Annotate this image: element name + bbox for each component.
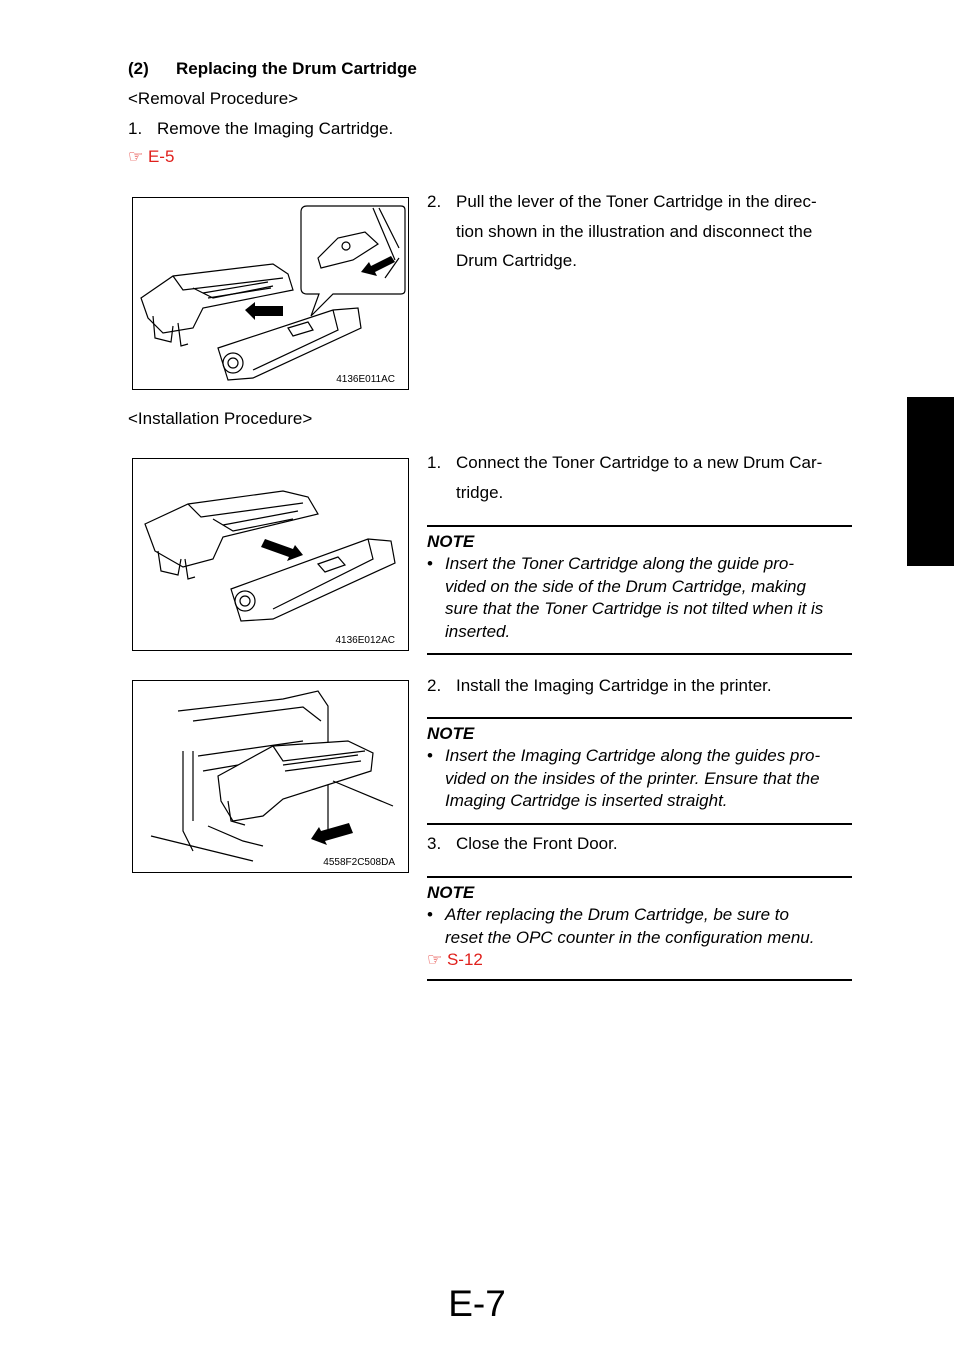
note-box-2: NOTE • Insert the Imaging Cartridge along the guides pro- vided on the insides of the printer. Ensure that the Imaging Cartridge is inserted straight.	[427, 717, 852, 825]
chapter-side-tab	[907, 397, 954, 566]
install-step-2: 2. Install the Imaging Cartridge in the printer.	[427, 676, 772, 695]
note-title: NOTE	[427, 883, 475, 902]
page-number: E-7	[448, 1283, 506, 1324]
install-step-1: 1. Connect the Toner Cartridge to a new Drum Car- tridge.	[427, 453, 823, 502]
removal-illustration	[132, 197, 409, 390]
note-title: NOTE	[427, 724, 475, 743]
printer-insert-drawing	[133, 681, 410, 874]
removal-heading: <Removal Procedure>	[128, 89, 299, 108]
install-illustration-1	[132, 458, 409, 651]
drum-removal-drawing	[133, 198, 410, 391]
installation-heading: <Installation Procedure>	[128, 409, 313, 428]
note-title: NOTE	[427, 532, 475, 551]
removal-step-2: 2. Pull the lever of the Toner Cartridge in the direc- tion shown in the illustration and disconnect the Drum Cartridge.	[427, 192, 817, 270]
note-ref-link[interactable]: ☞ S-12	[427, 950, 483, 969]
figure-code: 4136E011AC	[336, 374, 395, 385]
section-title: Replacing the Drum Cartridge	[176, 59, 417, 78]
note-box-3: NOTE • After replacing the Drum Cartridge, be sure to reset the OPC counter in the configuration menu. ☞ S-12	[427, 876, 852, 981]
install-step-3: 3. Close the Front Door.	[427, 834, 618, 853]
removal-step-1: 1. Remove the Imaging Cartridge.	[128, 119, 394, 138]
install-illustration-2	[132, 680, 409, 873]
note-box-1: NOTE • Insert the Toner Cartridge along the guide pro- vided on the side of the Drum Cartridge, making sure that the Toner Cartridge is not tilted when it is inserted.	[427, 525, 852, 655]
removal-ref-link[interactable]: ☞ E-5	[128, 147, 175, 166]
section-number: (2)	[128, 59, 149, 78]
figure-code: 4558F2C508DA	[323, 857, 395, 868]
section-heading	[128, 59, 417, 79]
figure-code: 4136E012AC	[335, 635, 395, 646]
toner-to-drum-drawing	[133, 459, 410, 652]
